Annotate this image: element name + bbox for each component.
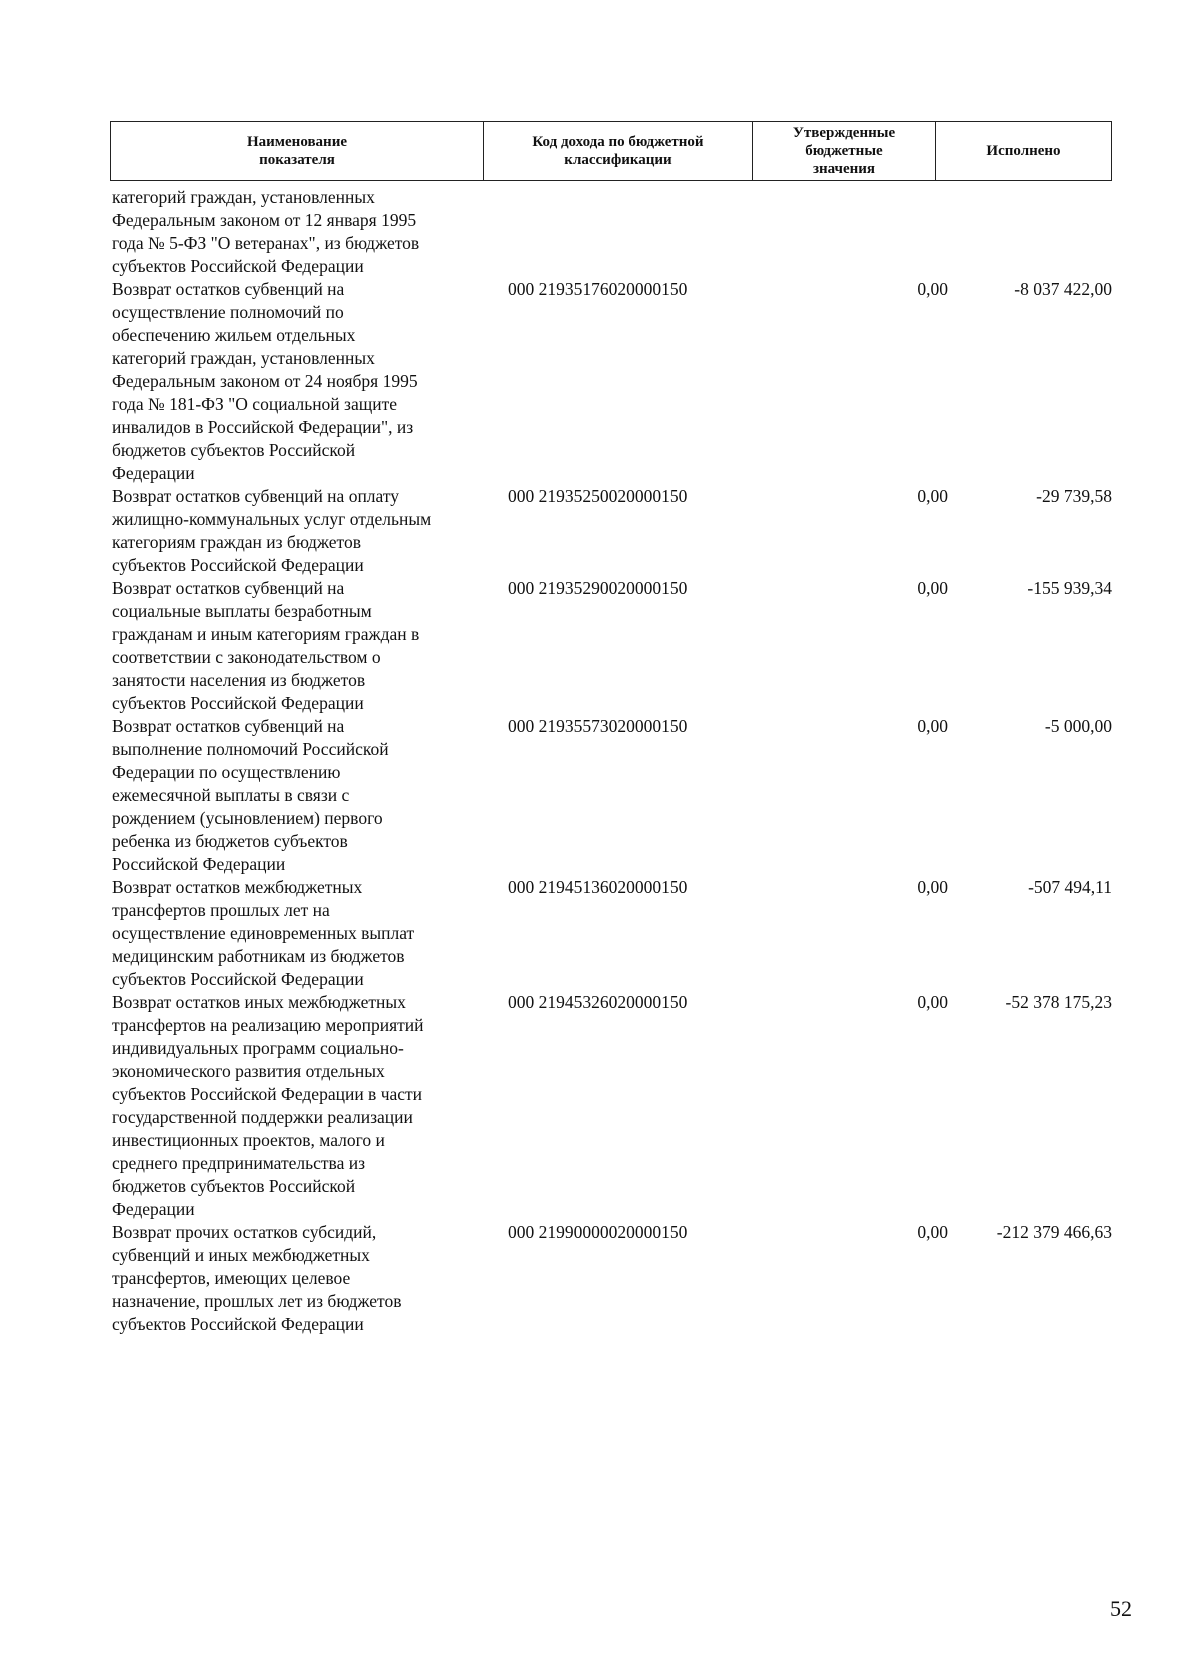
- row-approved: 0,00: [917, 279, 948, 299]
- row-code: 000 21935290020000150: [508, 578, 688, 598]
- row-code: 000 21935250020000150: [508, 486, 688, 506]
- header-executed: [936, 122, 1111, 180]
- row-name: Возврат остатков межбюджетных трансфертов прошлых лет на осуществление единовременных выплат медицинским работникам из бюджетов субъектов Российской Федерации: [112, 877, 415, 989]
- table-row: [112, 186, 1112, 278]
- row-approved: 0,00: [917, 486, 948, 506]
- table-row: [112, 991, 1112, 1221]
- header-code-text: Код дохода по бюджетной классификации: [532, 134, 704, 168]
- header-code: [484, 122, 753, 180]
- page-number: 52: [1110, 1596, 1132, 1621]
- row-name: Возврат остатков субвенций на оплату жилищно-коммунальных услуг отдельным категориям граждан из бюджетов субъектов Российской Федерации: [112, 486, 432, 575]
- row-name: категорий граждан, установленных Федеральным законом от 12 января 1995 года № 5-ФЗ "О ветеранах", из бюджетов субъектов Российской Федерации: [112, 187, 420, 276]
- row-code: 000 21945326020000150: [508, 992, 688, 1012]
- header-name-text: Наименование показателя: [247, 134, 347, 168]
- table-row: [112, 876, 1112, 991]
- table-row: [112, 577, 1112, 715]
- row-approved: 0,00: [917, 992, 948, 1012]
- row-name: Возврат остатков субвенций на осуществление полномочий по обеспечению жильем отдельных категорий граждан, установленных Федеральным законом от 24 ноября 1995 года № 181-ФЗ "О социальной защите инвалидов в Российской Федерации", из бюджетов субъектов Российской Федерации: [112, 279, 418, 483]
- row-name: Возврат прочих остатков субсидий, субвенций и иных межбюджетных трансфертов, имеющих целевое назначение, прошлых лет из бюджетов субъектов Российской Федерации: [112, 1222, 402, 1334]
- row-executed: -52 378 175,23: [1005, 992, 1112, 1012]
- row-name: Возврат остатков субвенций на выполнение полномочий Российской Федерации по осуществлению ежемесячной выплаты в связи с рождением (усыновлением) первого ребенка из бюджетов субъектов Российской Федерации: [112, 716, 389, 874]
- row-approved: 0,00: [917, 1222, 948, 1242]
- header-approved-text: Утвержденные бюджетные значения: [792, 125, 896, 177]
- header-name: [111, 122, 484, 180]
- row-executed: -5 000,00: [1044, 716, 1112, 736]
- header-executed-text: Исполнено: [986, 143, 1061, 159]
- row-approved: 0,00: [917, 578, 948, 598]
- table-row: [112, 278, 1112, 485]
- row-executed: -155 939,34: [1027, 578, 1112, 598]
- row-name: Возврат остатков иных межбюджетных трансфертов на реализацию мероприятий индивидуальных программ социально- экономического развития отдельных субъектов Российской Федерации в части государственной поддержки реализации инвестиционных проектов, малого и среднего предпринимательства из бюджетов субъектов Российской Федерации: [112, 992, 424, 1219]
- row-executed: -507 494,11: [1028, 877, 1112, 897]
- row-approved: 0,00: [917, 716, 948, 736]
- row-executed: -212 379 466,63: [996, 1222, 1112, 1242]
- row-approved: [768, 186, 948, 278]
- table-body: [112, 186, 1112, 1336]
- row-executed: -8 037 422,00: [1014, 279, 1112, 299]
- row-code: 000 21990000020000150: [508, 1222, 688, 1242]
- row-code: 000 21935573020000150: [508, 716, 688, 736]
- table-header: [110, 121, 1112, 181]
- table-row: [112, 485, 1112, 577]
- row-executed: -29 739,58: [1036, 486, 1112, 506]
- row-code: 000 21935176020000150: [508, 279, 688, 299]
- row-name: Возврат остатков субвенций на социальные выплаты безработным гражданам и иным категориям граждан в соответствии с законодательством о занятости населения из бюджетов субъектов Российской Федерации: [112, 578, 420, 713]
- row-code: 000 21945136020000150: [508, 877, 688, 897]
- header-approved: [753, 122, 936, 180]
- row-approved: 0,00: [917, 877, 948, 897]
- row-executed: [948, 186, 1112, 278]
- row-code: [482, 186, 768, 278]
- table-row: [112, 1221, 1112, 1336]
- table-row: [112, 715, 1112, 876]
